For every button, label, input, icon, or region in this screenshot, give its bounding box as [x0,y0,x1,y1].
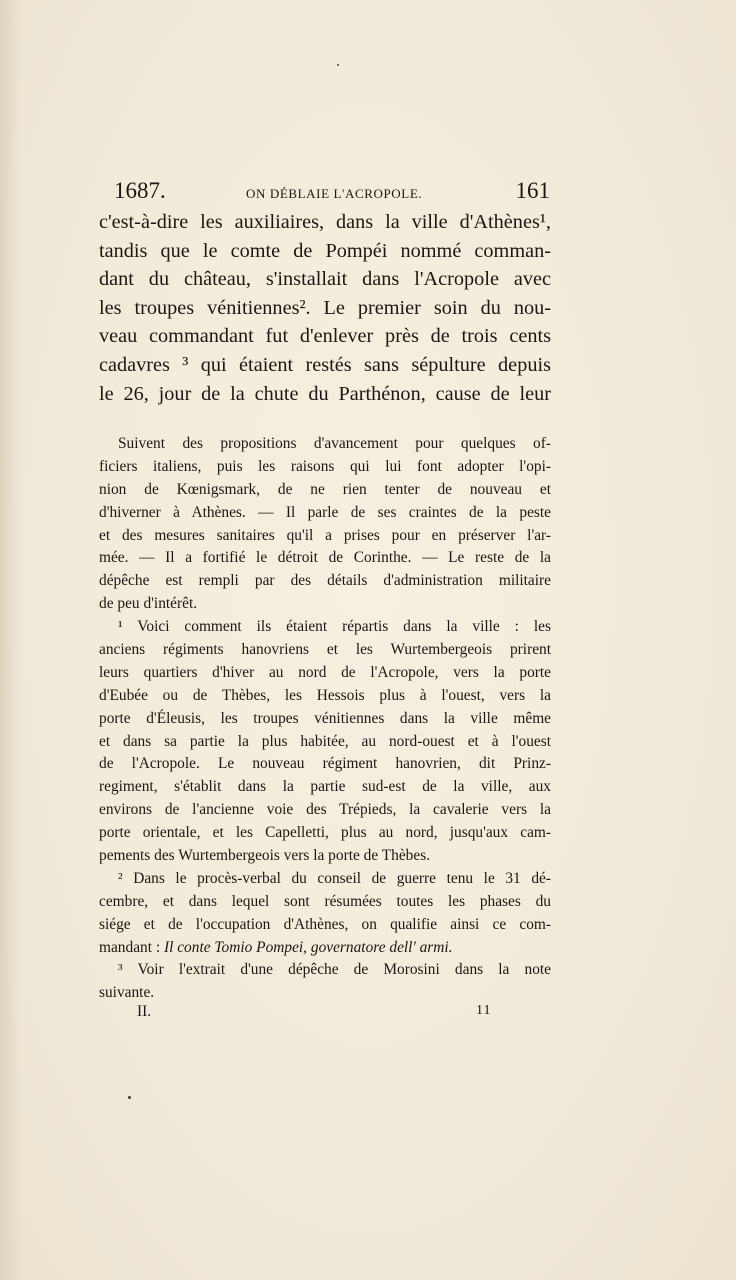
footnote-line [99,525,551,548]
paper-speck [128,1096,131,1099]
body-line: dant du château, s'installait dans l'Acropole avec [99,268,551,291]
footnote-line [99,685,551,708]
footnote-line [99,616,551,639]
body-line: c'est-à-dire les auxiliaires, dans la ville d'Athènes¹, [99,211,551,233]
footnote-line [99,547,551,570]
footnote-line [99,731,551,754]
footnote-text: ficiers italiens, puis les raisons qui lui font adopter l'opi- [99,457,551,475]
footnote-line [99,502,551,525]
header-year: 1687. [114,178,166,203]
main-body-text [99,208,551,408]
footnotes [99,433,551,1005]
footnote-text: de peu d'intérêt. [99,595,198,613]
footnote-text: et des mesures sanitaires qu'il a prises pour en préserver l'ar- [99,526,551,544]
footnote-line [99,433,551,456]
footnote-line [99,708,551,731]
footnote-text: d'hiverner à Athènes. — Il parle de ses craintes de la peste [99,503,551,521]
footnote-text: nion de Kœnigsmark, de ne rien tenter de nouveau et [99,480,551,498]
footnote-text: suivante. [99,984,155,1002]
body-line: cadavres ³ qui étaient restés sans sépulture depuis [99,353,551,376]
footnote-text: cembre, et dans lequel sont résumées toutes les phases du [99,892,551,910]
footnote-line [99,570,551,593]
page-number: 161 [515,178,550,203]
footnote-line [99,456,551,479]
footnote-line [99,845,551,868]
body-line: veau commandant fut d'enlever près de trois cents [99,325,551,348]
footnote-line [99,593,551,616]
page-gutter-shadow [0,0,22,1280]
footnote-text: siége et de l'occupation d'Athènes, on qualifie ainsi ce com- [99,915,551,933]
body-line: tandis que le comte de Pompéi nommé comman- [99,239,551,262]
header-title: ON DÉBLAIE L'ACROPOLE. [246,186,423,201]
footnote-text: ² Dans le procès-verbal du conseil de guerre tenu le 31 dé- [118,869,551,887]
footnote-line [99,891,551,914]
footnote-line [99,959,551,982]
signature-number: 11 [476,1003,492,1018]
footnote-line [99,662,551,685]
footnote-line [99,753,551,776]
footnote-text: leurs quartiers d'hiver au nord de l'Acropole, vers la porte [99,663,551,681]
footnote-text: de l'Acropole. Le nouveau régiment hanovrien, dit Prinz- [99,755,551,773]
body-line: les troupes vénitiennes². Le premier soin du nou- [99,296,551,319]
footnote-line [99,639,551,662]
footnote-text: pements des Wurtembergeois vers la porte de Thèbes. [99,847,431,865]
footnote-text: Suivent des propositions d'avancement pour quelques of- [118,435,551,452]
footnote-text: environs de l'ancienne voie des Trépieds, la cavalerie vers la [99,801,551,819]
footnote-line [99,982,551,1005]
footnote-line [99,479,551,502]
footnote-line [99,799,551,822]
footnote-text: ¹ Voici comment ils étaient répartis dans la ville : les [118,618,551,636]
body-line: le 26, jour de la chute du Parthénon, cause de leur [99,382,551,405]
footnote-line [99,914,551,937]
footnote-text: anciens régiments hanovriens et les Wurtembergeois prirent [99,641,551,659]
footnote-text: ³ Voir l'extrait d'une dépêche de Morosini dans la note [118,961,551,979]
footnote-line [99,868,551,891]
footnote-line [99,937,551,960]
signature-mark: II. [137,1003,152,1020]
footnote-text: mée. — Il a fortifié le détroit de Corinthe. — Le reste de la [99,549,551,567]
footnote-text: mandant : [99,938,164,956]
footnote-italic-text: Il conte Tomio Pompei, governatore dell' armi. [163,938,453,956]
footnote-line [99,776,551,799]
footnote-text: et dans sa partie la plus habitée, au nord-ouest et à l'ouest [99,732,551,750]
paper-speck [337,64,339,66]
footnote-text: d'Eubée ou de Thèbes, les Hessois plus à l'ouest, vers la [99,686,551,704]
running-header [114,178,550,208]
footnote-line [99,822,551,845]
footnote-text: regiment, s'établit dans la partie sud-est de la ville, aux [99,778,551,796]
footnote-text: porte d'Éleusis, les troupes vénitiennes dans la ville même [99,709,551,727]
footnote-text: dépêche est rempli par des détails d'administration militaire [99,572,551,590]
footnote-text: porte orientale, et les Capelletti, plus au nord, jusqu'aux cam- [99,824,551,842]
